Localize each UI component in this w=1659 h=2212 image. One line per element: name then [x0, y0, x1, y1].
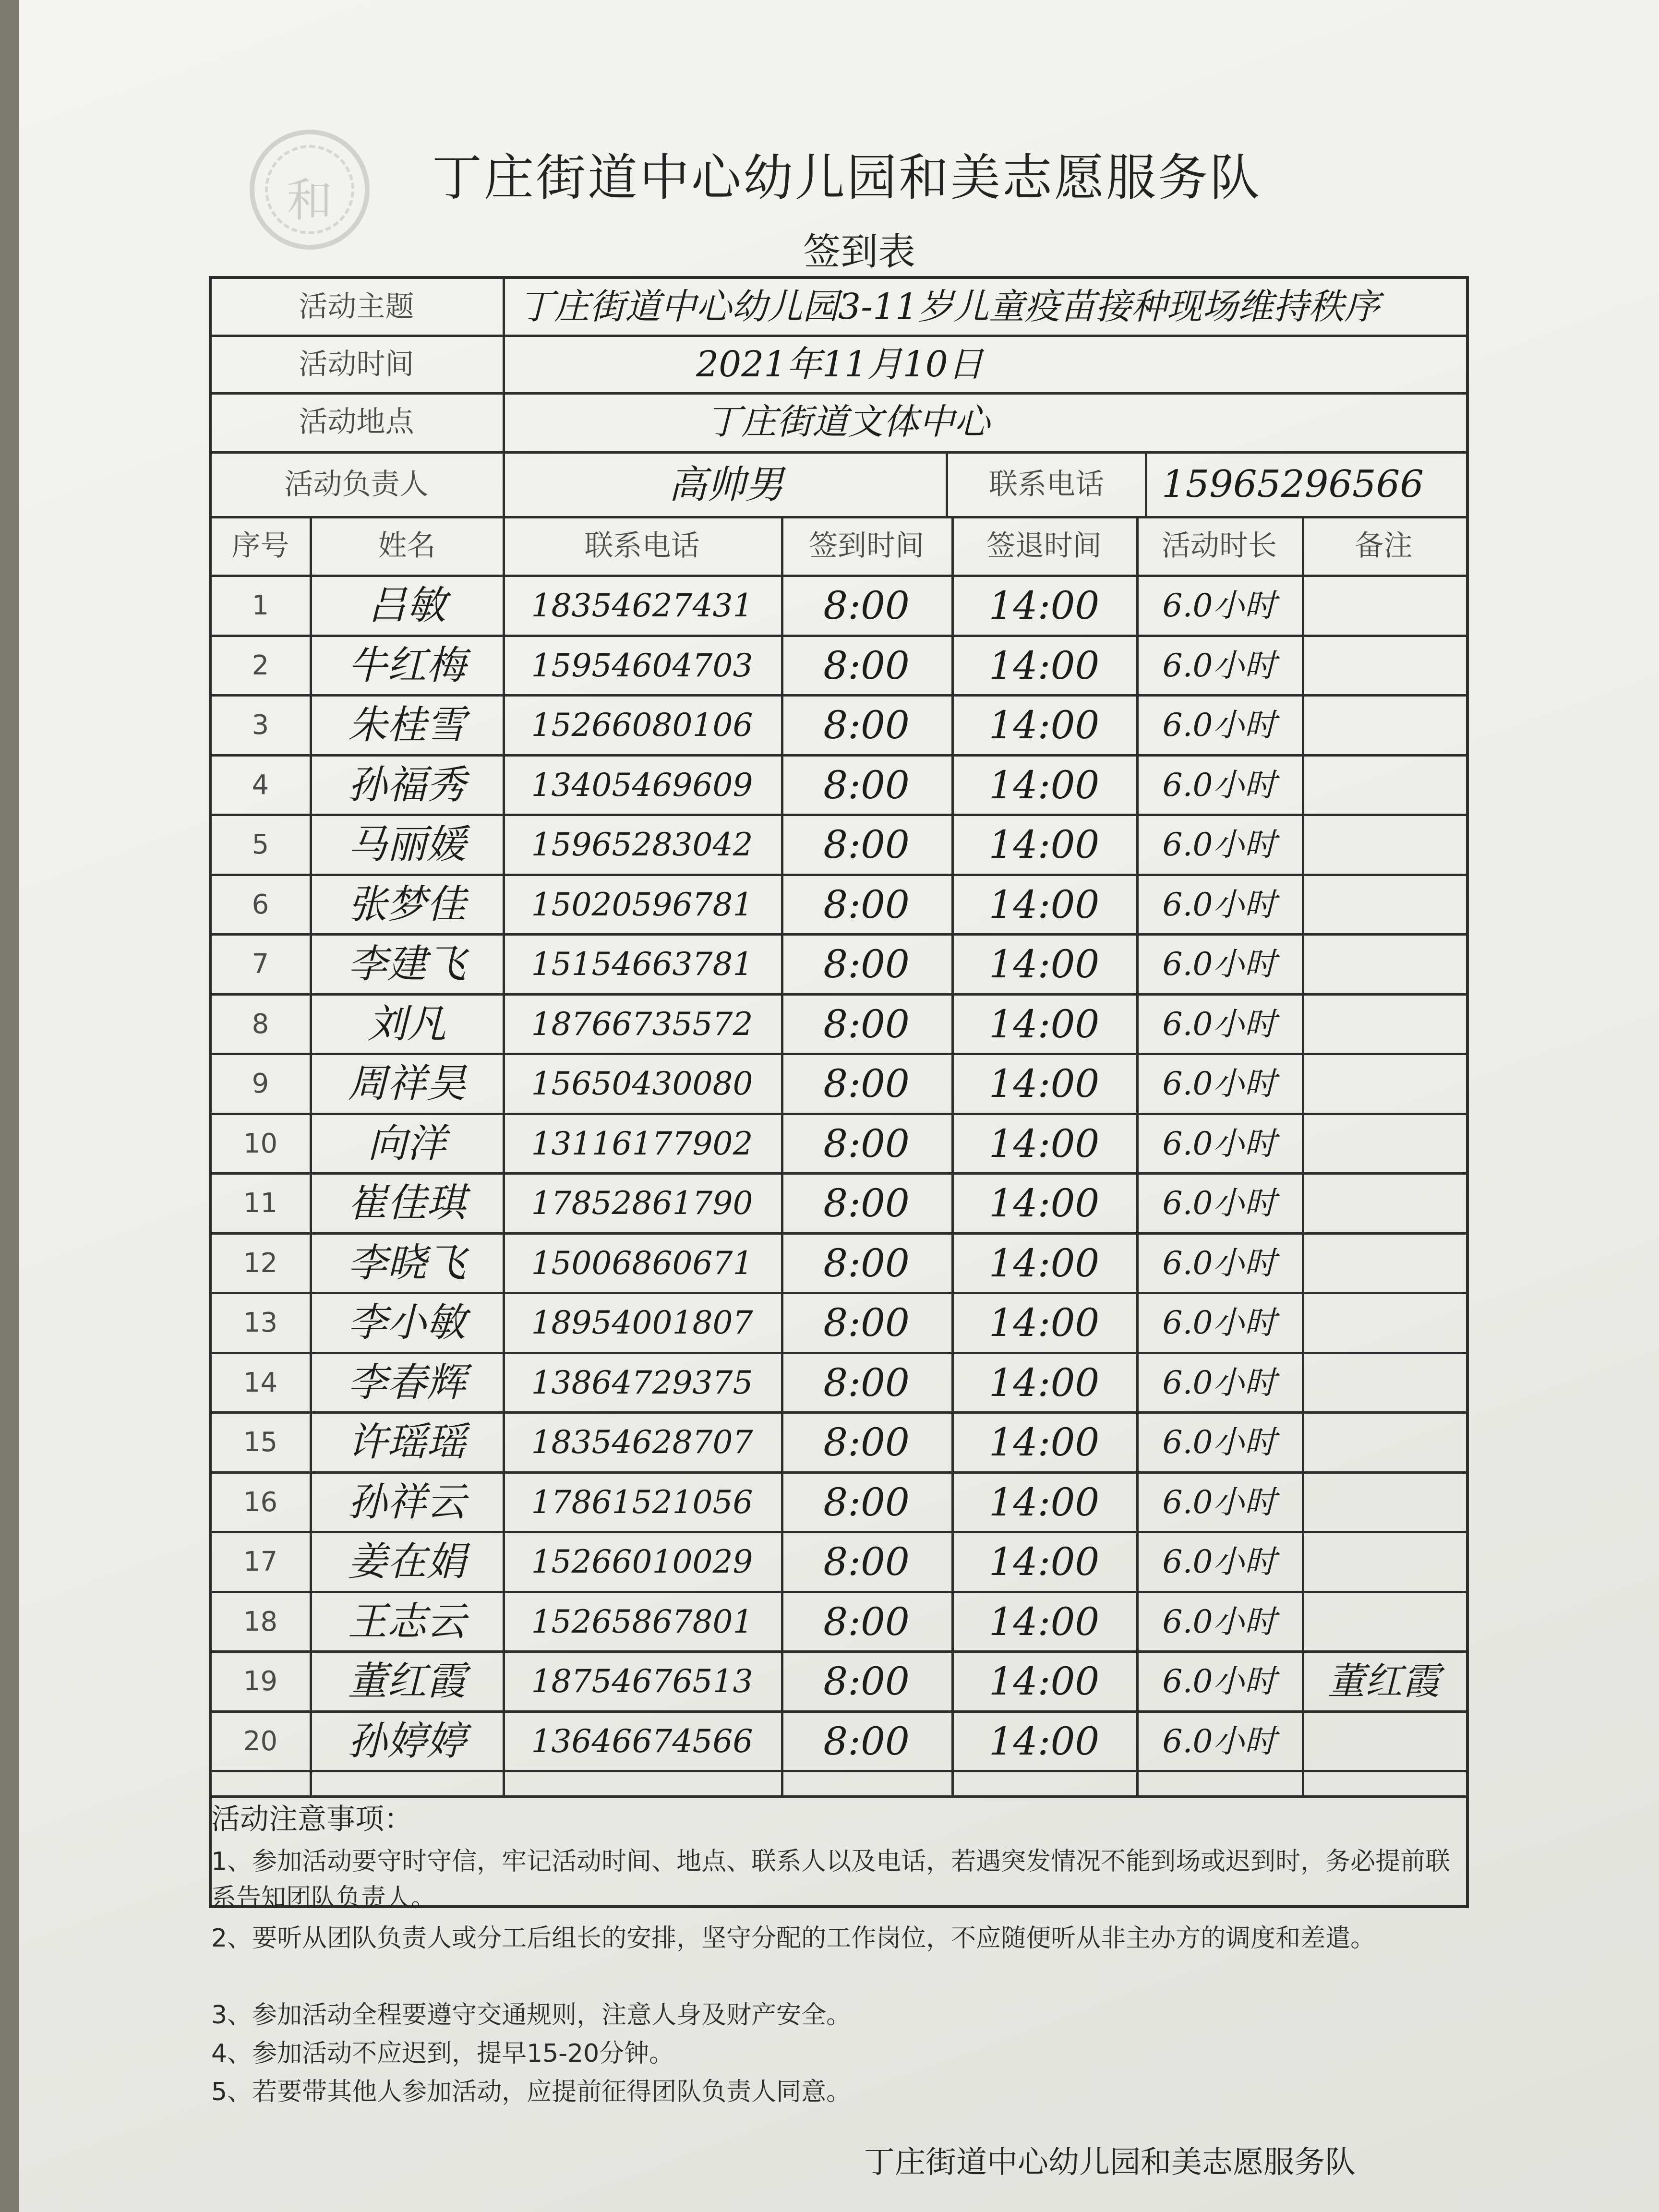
grid-line-horizontal: [209, 694, 1469, 697]
row-name-cell: 董红霞: [348, 1659, 466, 1704]
note-item-3: 3、参加活动全程要遵守交通规则，注意人身及财产安全。: [211, 2001, 852, 2030]
grid-line-horizontal: [209, 993, 1469, 996]
row-name-cell: 向洋: [367, 1120, 446, 1166]
row-phone-cell: 15266010029: [531, 1543, 753, 1580]
row-note-cell: [1303, 1234, 1464, 1294]
row-duration-cell: 6.0小时: [1162, 886, 1276, 923]
row-phone-cell: 15020596781: [531, 886, 753, 923]
row-sign-in-cell: 8:00: [823, 822, 910, 867]
theme-value: 丁庄街道中心幼儿园3-11岁儿童疫苗接种现场维持秩序: [518, 286, 1380, 327]
note-item-1: 1、参加活动要守时守信，牢记活动时间、地点、联系人以及电话，若遇突发情况不能到场或迟到时，务必提前联系告知团队负责人。: [211, 1847, 1451, 1912]
row-note-cell: [1303, 995, 1464, 1055]
row-note-cell: [1303, 1592, 1464, 1652]
row-phone-cell: 15954604703: [531, 647, 753, 684]
header-cell-name: 姓名: [378, 529, 436, 563]
row-sign-out-cell: 14:00: [988, 1479, 1100, 1525]
row-note-cell: [1303, 1353, 1464, 1413]
grid-line-horizontal: [209, 1113, 1469, 1115]
row-phone-cell: 15154663781: [531, 946, 753, 983]
row-note-cell: [1303, 636, 1464, 696]
row-name-cell: 姜在娟: [348, 1539, 466, 1585]
row-sign-out-cell: 14:00: [988, 1719, 1100, 1764]
grid-line-horizontal: [209, 1411, 1469, 1414]
row-phone-cell: 17861521056: [531, 1483, 753, 1521]
row-no-cell: 11: [243, 1188, 278, 1219]
grid-line-horizontal: [209, 1471, 1469, 1474]
time-label: 活动时间: [299, 348, 414, 381]
header-cell-note: 备注: [1355, 529, 1413, 563]
row-no-cell: 13: [243, 1307, 278, 1338]
row-no-cell: 14: [243, 1367, 278, 1398]
grid-line-horizontal: [209, 392, 1469, 395]
grid-line-horizontal: [209, 1650, 1469, 1653]
row-duration-cell: 6.0小时: [1162, 946, 1276, 983]
note-item-5: 5、若要带其他人参加活动，应提前征得团队负责人同意。: [211, 2078, 852, 2106]
grid-line-horizontal: [209, 1710, 1469, 1713]
row-sign-out-cell: 14:00: [988, 882, 1100, 927]
row-no-cell: 18: [243, 1606, 278, 1637]
row-phone-cell: 15965283042: [531, 826, 753, 863]
row-duration-cell: 6.0小时: [1162, 826, 1276, 863]
row-sign-in-cell: 8:00: [823, 1121, 910, 1166]
row-sign-in-cell: 8:00: [823, 1659, 910, 1704]
document-subtitle: 签到表: [803, 230, 915, 274]
row-phone-cell: 15006860671: [531, 1244, 753, 1282]
leader-value: 高帅男: [668, 462, 784, 507]
grid-line-horizontal: [209, 754, 1469, 757]
grid-line-vertical: [1302, 517, 1304, 1796]
row-duration-cell: 6.0小时: [1162, 766, 1276, 804]
document-title: 丁庄街道中心幼儿园和美志愿服务队: [432, 148, 1262, 207]
row-phone-cell: 13646674566: [531, 1722, 753, 1760]
row-name-cell: 孙福秀: [348, 762, 466, 808]
row-name-cell: 刘凡: [367, 1001, 446, 1047]
leader-phone-value: 15965296566: [1162, 463, 1424, 506]
row-sign-out-cell: 14:00: [988, 643, 1100, 688]
row-name-cell: 李晓飞: [348, 1240, 466, 1286]
row-phone-cell: 15266080106: [531, 707, 753, 744]
row-name-cell: 王志云: [348, 1599, 466, 1645]
row-sign-in-cell: 8:00: [823, 1360, 910, 1405]
row-sign-out-cell: 14:00: [988, 942, 1100, 986]
row-phone-cell: 15265867801: [531, 1603, 753, 1640]
leader-label: 活动负责人: [284, 468, 429, 501]
grid-line-vertical: [503, 517, 505, 1796]
grid-line-vertical: [503, 276, 505, 517]
leader-phone-label: 联系电话: [989, 468, 1104, 501]
row-name-cell: 许瑶瑶: [348, 1419, 466, 1465]
grid-line-horizontal: [209, 335, 1469, 337]
row-duration-cell: 6.0小时: [1162, 1304, 1276, 1341]
row-note-cell: [1303, 576, 1464, 636]
row-sign-in-cell: 8:00: [823, 1240, 910, 1286]
row-name-cell: 孙婷婷: [348, 1718, 466, 1764]
row-sign-in-cell: 8:00: [823, 1061, 910, 1106]
row-note-cell: [1303, 935, 1464, 995]
row-sign-out-cell: 14:00: [988, 762, 1100, 807]
row-phone-cell: 18754676513: [531, 1663, 753, 1700]
row-name-cell: 李小敏: [348, 1300, 466, 1346]
header-cell-no: 序号: [231, 529, 289, 563]
note-item-4: 4、参加活动不应迟到，提早15-20分钟。: [211, 2039, 674, 2068]
row-duration-cell: 6.0小时: [1162, 1424, 1276, 1461]
row-sign-out-cell: 14:00: [988, 583, 1100, 628]
grid-line-horizontal: [209, 1770, 1469, 1772]
note-item-2: 2、要听从团队负责人或分工后组长的安排，坚守分配的工作岗位，不应随便听从非主办方的调度和差遣。: [211, 1924, 1376, 1953]
row-no-cell: 5: [252, 829, 269, 860]
place-value: 丁庄街道文体中心: [706, 401, 990, 443]
row-name-cell: 李春辉: [348, 1359, 466, 1406]
grid-line-horizontal: [209, 575, 1469, 577]
row-duration-cell: 6.0小时: [1162, 1543, 1276, 1580]
row-no-cell: 20: [243, 1725, 278, 1757]
row-no-cell: 2: [252, 649, 269, 681]
row-sign-out-cell: 14:00: [988, 1659, 1100, 1704]
row-sign-in-cell: 8:00: [823, 583, 910, 628]
place-label: 活动地点: [299, 405, 414, 439]
row-no-cell: 9: [252, 1068, 269, 1099]
row-sign-in-cell: 8:00: [823, 1300, 910, 1345]
row-sign-out-cell: 14:00: [988, 1001, 1100, 1046]
row-sign-out-cell: 14:00: [988, 1360, 1100, 1405]
row-sign-in-cell: 8:00: [823, 703, 910, 747]
grid-line-horizontal: [209, 1591, 1469, 1593]
grid-line-vertical: [310, 517, 312, 1796]
row-sign-in-cell: 8:00: [823, 1001, 910, 1046]
row-no-cell: 4: [252, 769, 269, 801]
grid-line-horizontal: [209, 1172, 1469, 1175]
row-name-cell: 牛红梅: [348, 642, 466, 688]
row-note-cell: [1303, 1174, 1464, 1234]
row-duration-cell: 6.0小时: [1162, 1005, 1276, 1043]
row-sign-out-cell: 14:00: [988, 1181, 1100, 1226]
row-no-cell: 8: [252, 1008, 269, 1040]
row-sign-out-cell: 14:00: [988, 1539, 1100, 1584]
row-no-cell: 16: [243, 1486, 278, 1518]
row-duration-cell: 6.0小时: [1162, 1483, 1276, 1521]
row-phone-cell: 18766735572: [531, 1005, 753, 1043]
grid-line-horizontal: [209, 451, 1469, 454]
row-note-cell: [1303, 1114, 1464, 1174]
row-duration-cell: 6.0小时: [1162, 1065, 1276, 1102]
row-sign-out-cell: 14:00: [988, 822, 1100, 867]
row-sign-in-cell: 8:00: [823, 942, 910, 986]
row-sign-in-cell: 8:00: [823, 762, 910, 807]
header-cell-sign-in: 签到时间: [809, 529, 924, 563]
grid-line-horizontal: [209, 1531, 1469, 1533]
grid-line-horizontal: [209, 933, 1469, 936]
row-sign-in-cell: 8:00: [823, 1539, 910, 1584]
row-name-cell: 马丽媛: [348, 822, 466, 867]
grid-line-horizontal: [209, 516, 1469, 518]
row-no-cell: 3: [252, 709, 269, 741]
row-no-cell: 7: [252, 949, 269, 980]
row-phone-cell: 18354628707: [531, 1424, 753, 1461]
grid-line-vertical: [951, 517, 954, 1796]
row-no-cell: 1: [252, 590, 269, 621]
row-sign-out-cell: 14:00: [988, 1420, 1100, 1465]
header-cell-phone: 联系电话: [584, 529, 700, 563]
grid-line-vertical: [781, 517, 783, 1796]
row-duration-cell: 6.0小时: [1162, 647, 1276, 684]
row-sign-in-cell: 8:00: [823, 1599, 910, 1644]
row-no-cell: 19: [243, 1666, 278, 1697]
row-duration-cell: 6.0小时: [1162, 1244, 1276, 1282]
grid-line-horizontal: [209, 1352, 1469, 1354]
row-note-cell: [1303, 875, 1464, 935]
row-sign-out-cell: 14:00: [988, 1121, 1100, 1166]
grid-line-horizontal: [209, 635, 1469, 637]
row-note-cell: [1303, 1293, 1464, 1353]
grid-line-vertical: [1136, 517, 1139, 1796]
row-sign-in-cell: 8:00: [823, 1719, 910, 1764]
notes-heading: 活动注意事项：: [211, 1803, 413, 1836]
grid-line-horizontal: [209, 814, 1469, 816]
row-duration-cell: 6.0小时: [1162, 1125, 1276, 1162]
grid-line-horizontal: [209, 1292, 1469, 1294]
grid-line-vertical: [946, 451, 948, 517]
row-duration-cell: 6.0小时: [1162, 707, 1276, 744]
row-phone-cell: 17852861790: [531, 1185, 753, 1222]
row-name-cell: 周祥昊: [348, 1061, 466, 1106]
row-phone-cell: 13116177902: [531, 1125, 753, 1162]
row-name-cell: 吕敏: [367, 583, 446, 628]
row-sign-out-cell: 14:00: [988, 1061, 1100, 1106]
row-duration-cell: 6.0小时: [1162, 1663, 1276, 1700]
header-cell-sign-out: 签退时间: [986, 529, 1102, 563]
row-note-cell: [1303, 696, 1464, 756]
time-value: 2021年11月10日: [696, 344, 984, 385]
row-sign-out-cell: 14:00: [988, 1599, 1100, 1644]
grid-line-horizontal: [209, 1053, 1469, 1055]
row-note-cell: [1303, 1473, 1464, 1533]
row-note-cell: [1303, 1532, 1464, 1592]
row-sign-in-cell: 8:00: [823, 1181, 910, 1226]
row-sign-out-cell: 14:00: [988, 703, 1100, 747]
row-note-cell: [1303, 1054, 1464, 1114]
theme-label: 活动主题: [299, 290, 414, 324]
row-phone-cell: 15650430080: [531, 1065, 753, 1102]
row-name-cell: 孙祥云: [348, 1479, 466, 1525]
row-sign-in-cell: 8:00: [823, 882, 910, 927]
row-sign-in-cell: 8:00: [823, 1420, 910, 1465]
row-sign-out-cell: 14:00: [988, 1300, 1100, 1345]
grid-line-vertical: [1145, 451, 1147, 517]
grid-line-horizontal: [209, 1232, 1469, 1235]
row-phone-cell: 13864729375: [531, 1364, 753, 1401]
row-duration-cell: 6.0小时: [1162, 587, 1276, 624]
seal-logo-icon: [250, 130, 370, 250]
row-note-cell: [1303, 815, 1464, 875]
row-phone-cell: 13405469609: [531, 766, 753, 804]
row-duration-cell: 6.0小时: [1162, 1185, 1276, 1222]
row-duration-cell: 6.0小时: [1162, 1722, 1276, 1760]
row-no-cell: 6: [252, 889, 269, 920]
row-note-cell: [1303, 1413, 1464, 1473]
row-phone-cell: 18954001807: [531, 1304, 753, 1341]
footer-organization: 丁庄街道中心幼儿园和美志愿服务队: [864, 2145, 1356, 2180]
row-no-cell: 17: [243, 1546, 278, 1577]
row-duration-cell: 6.0小时: [1162, 1603, 1276, 1640]
row-phone-cell: 18354627431: [531, 587, 753, 624]
row-name-cell: 朱桂雪: [348, 702, 466, 748]
row-name-cell: 崔佳琪: [348, 1180, 466, 1226]
row-sign-out-cell: 14:00: [988, 1240, 1100, 1286]
grid-line-horizontal: [209, 874, 1469, 876]
row-note-cell: [1303, 1712, 1464, 1772]
row-sign-in-cell: 8:00: [823, 1479, 910, 1525]
header-cell-duration: 活动时长: [1162, 529, 1277, 563]
row-sign-in-cell: 8:00: [823, 643, 910, 688]
row-no-cell: 12: [243, 1247, 278, 1279]
row-note-cell: 董红霞: [1327, 1660, 1440, 1703]
row-name-cell: 李建飞: [348, 941, 466, 987]
row-duration-cell: 6.0小时: [1162, 1364, 1276, 1401]
row-no-cell: 15: [243, 1427, 278, 1458]
row-no-cell: 10: [243, 1128, 278, 1159]
seal-logo-text: 和: [287, 174, 333, 227]
row-note-cell: [1303, 756, 1464, 816]
row-name-cell: 张梦佳: [348, 881, 466, 927]
